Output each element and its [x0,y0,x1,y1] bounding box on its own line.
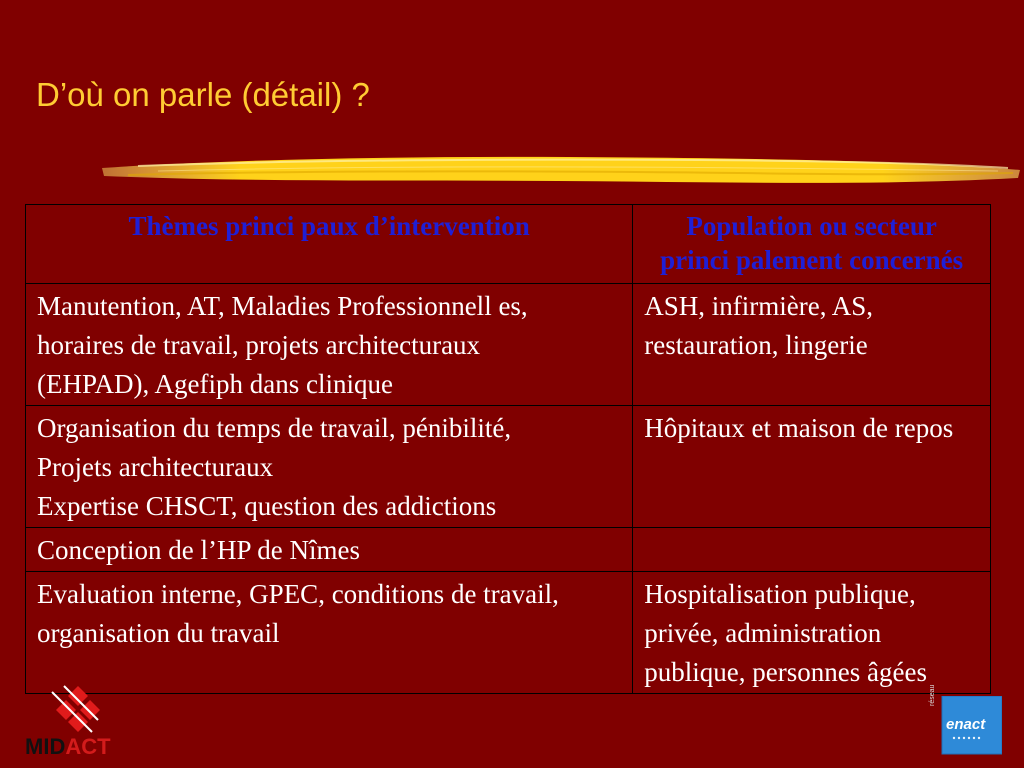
table-row [26,406,991,528]
midact-logo-text-mid: MID [25,734,66,759]
header-population-line-1: Population ou secteur [686,211,937,241]
enact-logo-text: enact [946,716,986,733]
table-row [26,284,991,406]
cell-line: Organisation du temps de travail, pénibilité, [37,413,512,443]
interventions-table [25,204,991,694]
header-themes-line: Thèmes princi paux d’intervention [128,211,530,241]
header-themes [26,205,633,284]
cell-population [633,406,991,528]
header-population-line-2: princi palement concernés [660,245,964,275]
cell-line: horaires de travail, projets architecturaux [37,330,481,360]
cell-line: privée, administration [644,618,882,648]
cell-themes [26,572,633,694]
cell-themes [26,528,633,572]
header-population [633,205,991,284]
cell-line: Hôpitaux et maison de repos [644,413,954,443]
cell-line: publique, personnes âgées [644,657,927,687]
cell-themes [26,406,633,528]
cell-line: ASH, infirmière, AS, [644,291,874,321]
cell-line: Expertise CHSCT, question des addictions [37,491,497,521]
table-row [26,528,991,572]
cell-line: (EHPAD), Agefiph dans clinique [37,369,393,399]
table-header-row [26,205,991,284]
cell-line: Hospitalisation publique, [644,579,916,609]
cell-line: Manutention, AT, Maladies Professionnell es, [37,291,528,321]
cell-line: Conception de l’HP de Nîmes [37,535,360,565]
enact-reseau-label: réseau [929,684,936,706]
cell-themes [26,284,633,406]
brush-stroke-divider [98,148,1024,190]
cell-population-empty [633,528,991,572]
cell-line: organisation du travail [37,618,280,648]
cell-line: Projets architecturaux [37,452,274,482]
cell-population [633,572,991,694]
cell-line: Evaluation interne, GPEC, conditions de travail, [37,579,559,609]
cell-population [633,284,991,406]
cell-line: restauration, lingerie [644,330,868,360]
midact-logo-text [25,734,111,760]
table-row [26,572,991,694]
slide-title: D’où on parle (détail) ? [36,76,370,113]
midact-logo-text-act: ACT [65,734,111,759]
